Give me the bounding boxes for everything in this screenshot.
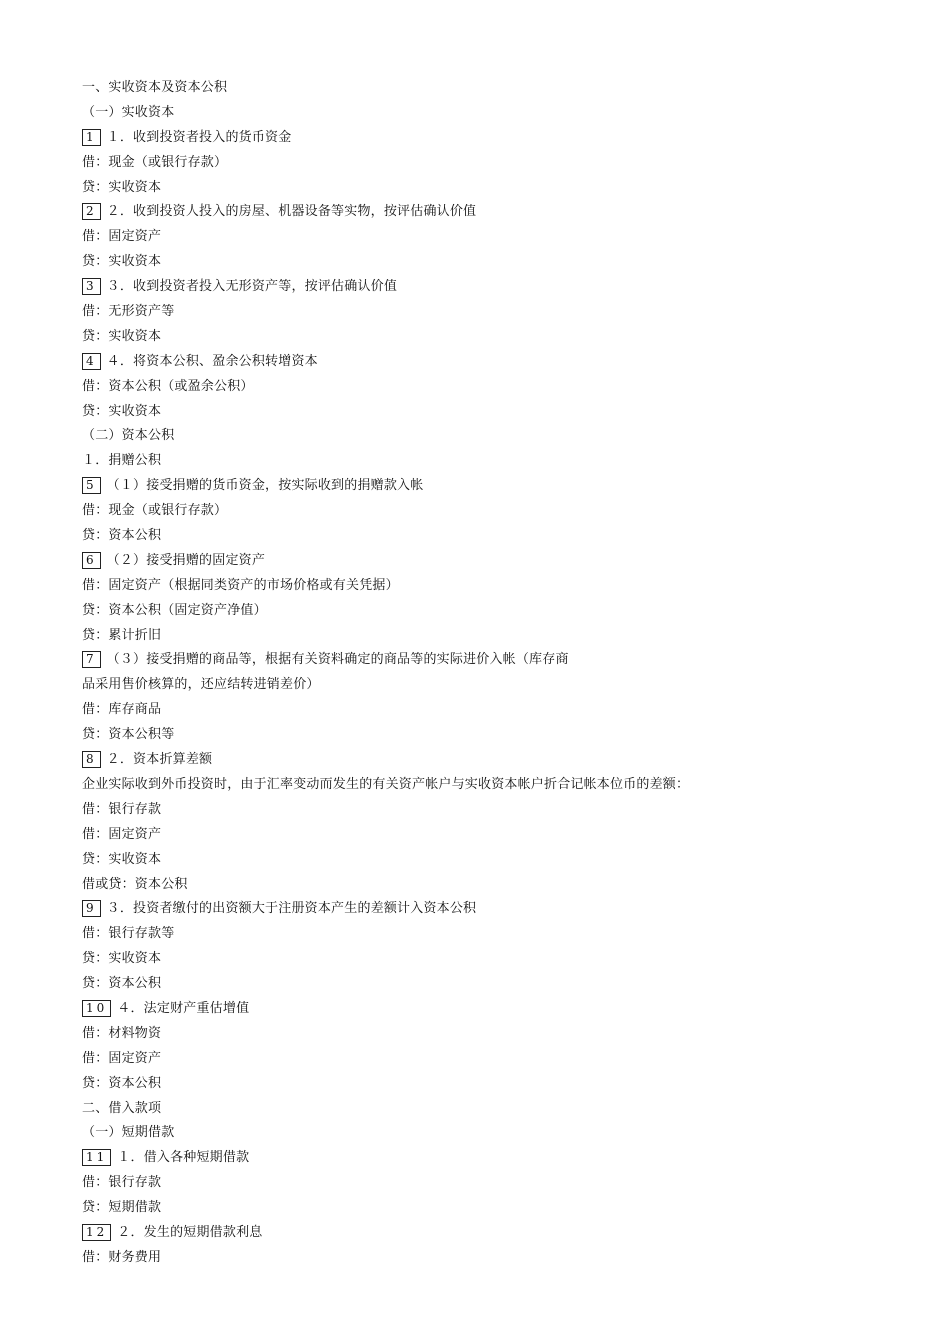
text-line: [82, 873, 922, 898]
text-line: [82, 250, 922, 275]
line-text: （二）资本公积: [82, 428, 175, 444]
item-number-box: 2: [82, 203, 101, 220]
text-line: [82, 1221, 922, 1246]
text-line: [82, 1121, 922, 1146]
line-text: 借：现金（或银行存款）: [82, 503, 228, 519]
line-text: 借：固定资产: [82, 229, 162, 245]
line-text: 借：固定资产: [82, 1050, 162, 1066]
text-line: [82, 1246, 922, 1271]
text-line: [82, 848, 922, 873]
item-number-box: 10: [82, 1000, 111, 1017]
line-text: ２．资本折算差额: [106, 752, 213, 768]
line-text: 一、实收资本及资本公积: [82, 80, 228, 95]
text-line: [82, 225, 922, 250]
item-number-box: 4: [82, 353, 101, 370]
line-text: 借：固定资产: [82, 826, 162, 842]
item-number-box: 5: [82, 477, 101, 494]
text-line: [82, 648, 922, 673]
text-line: [82, 997, 922, 1022]
text-line: [82, 1196, 922, 1221]
text-line: [82, 1072, 922, 1097]
text-line: [82, 275, 922, 300]
text-line: [82, 773, 922, 798]
line-text: 借：库存商品: [82, 702, 162, 718]
line-text: ２．发生的短期借款利息: [117, 1224, 263, 1240]
text-line: [82, 574, 922, 599]
item-number-box: 12: [82, 1224, 111, 1241]
text-line: [82, 823, 922, 848]
line-text: （１）接受捐赠的货币资金，按实际收到的捐赠款入帐: [106, 478, 424, 494]
text-line: [82, 101, 922, 126]
line-text: 借：材料物资: [82, 1025, 162, 1041]
text-line: [82, 897, 922, 922]
item-number-box: 6: [82, 552, 101, 569]
text-line: [82, 449, 922, 474]
line-text: ４．法定财产重估增值: [117, 1000, 250, 1016]
line-text: 贷：实收资本: [82, 951, 162, 967]
line-text: 贷：实收资本: [82, 254, 162, 270]
line-text: 借：银行存款: [82, 801, 162, 817]
item-number-box: 8: [82, 751, 101, 768]
text-line: [82, 748, 922, 773]
line-text: 贷：资本公积: [82, 1075, 162, 1091]
text-line: [82, 673, 922, 698]
item-number-box: 11: [82, 1149, 111, 1166]
line-text: 贷：累计折旧: [82, 627, 162, 643]
text-line: [82, 176, 922, 201]
text-line: [82, 922, 922, 947]
text-line: [82, 1022, 922, 1047]
text-line: [82, 524, 922, 549]
line-text: （一）短期借款: [82, 1125, 175, 1141]
text-line: [82, 474, 922, 499]
item-number-box: 7: [82, 651, 101, 668]
text-line: [82, 325, 922, 350]
text-line: [82, 798, 922, 823]
text-line: [82, 972, 922, 997]
line-text: ２．收到投资人投入的房屋、机器设备等实物，按评估确认价值: [106, 204, 477, 220]
text-line: [82, 126, 922, 151]
text-line: [82, 947, 922, 972]
line-text: 贷：实收资本: [82, 328, 162, 344]
line-text: 借或贷：资本公积: [82, 876, 188, 892]
line-text: 借：无形资产等: [82, 304, 175, 320]
item-number-box: 9: [82, 900, 101, 917]
line-text: 贷：实收资本: [82, 179, 162, 195]
line-text: 品采用售价核算的，还应结转进销差价）: [82, 677, 320, 693]
text-line: [82, 76, 922, 101]
line-text: １．收到投资者投入的货币资金: [106, 129, 292, 145]
text-line: [82, 424, 922, 449]
line-text: 借：固定资产（根据同类资产的市场价格或有关凭据）: [82, 577, 399, 593]
line-text: 借：银行存款等: [82, 926, 175, 942]
line-text: （一）实收资本: [82, 104, 175, 120]
line-text: （３）接受捐赠的商品等，根据有关资料确定的商品等的实际进价入帐（库存商: [106, 652, 569, 668]
text-line: [82, 549, 922, 574]
text-line: [82, 400, 922, 425]
line-text: 贷：资本公积: [82, 528, 162, 544]
line-text: （２）接受捐赠的固定资产: [106, 552, 266, 568]
line-text: 借：财务费用: [82, 1249, 162, 1265]
text-line: [82, 350, 922, 375]
line-text: １．借入各种短期借款: [117, 1150, 250, 1166]
line-text: 二、借入款项: [82, 1100, 162, 1116]
line-text: 贷：资本公积: [82, 976, 162, 992]
text-line: [82, 723, 922, 748]
text-line: [82, 1146, 922, 1171]
text-line: [82, 1171, 922, 1196]
document-page: [82, 76, 922, 1271]
line-text: 贷：资本公积等: [82, 727, 175, 743]
text-line: [82, 624, 922, 649]
text-line: [82, 599, 922, 624]
line-text: 借：银行存款: [82, 1175, 162, 1191]
line-text: 贷：资本公积（固定资产净值）: [82, 602, 267, 618]
line-text: ４．将资本公积、盈余公积转增资本: [106, 353, 318, 369]
text-line: [82, 151, 922, 176]
line-text: １．捐赠公积: [82, 453, 162, 469]
line-text: ３．投资者缴付的出资额大于注册资本产生的差额计入资本公积: [106, 901, 477, 917]
line-text: 贷：实收资本: [82, 851, 162, 867]
text-line: [82, 200, 922, 225]
text-line: [82, 300, 922, 325]
text-line: [82, 1097, 922, 1122]
line-text: 借：现金（或银行存款）: [82, 154, 228, 170]
line-text: 企业实际收到外币投资时，由于汇率变动而发生的有关资产帐户与实收资本帐户折合记帐本位币的差额：: [82, 776, 690, 792]
line-text: 贷：实收资本: [82, 403, 162, 419]
line-text: 借：资本公积（或盈余公积）: [82, 378, 254, 394]
text-line: [82, 499, 922, 524]
item-number-box: 3: [82, 278, 101, 295]
text-line: [82, 375, 922, 400]
line-text: 贷：短期借款: [82, 1200, 162, 1216]
text-line: [82, 1047, 922, 1072]
line-text: ３．收到投资者投入无形资产等，按评估确认价值: [106, 279, 398, 295]
text-line: [82, 698, 922, 723]
item-number-box: 1: [82, 129, 101, 146]
